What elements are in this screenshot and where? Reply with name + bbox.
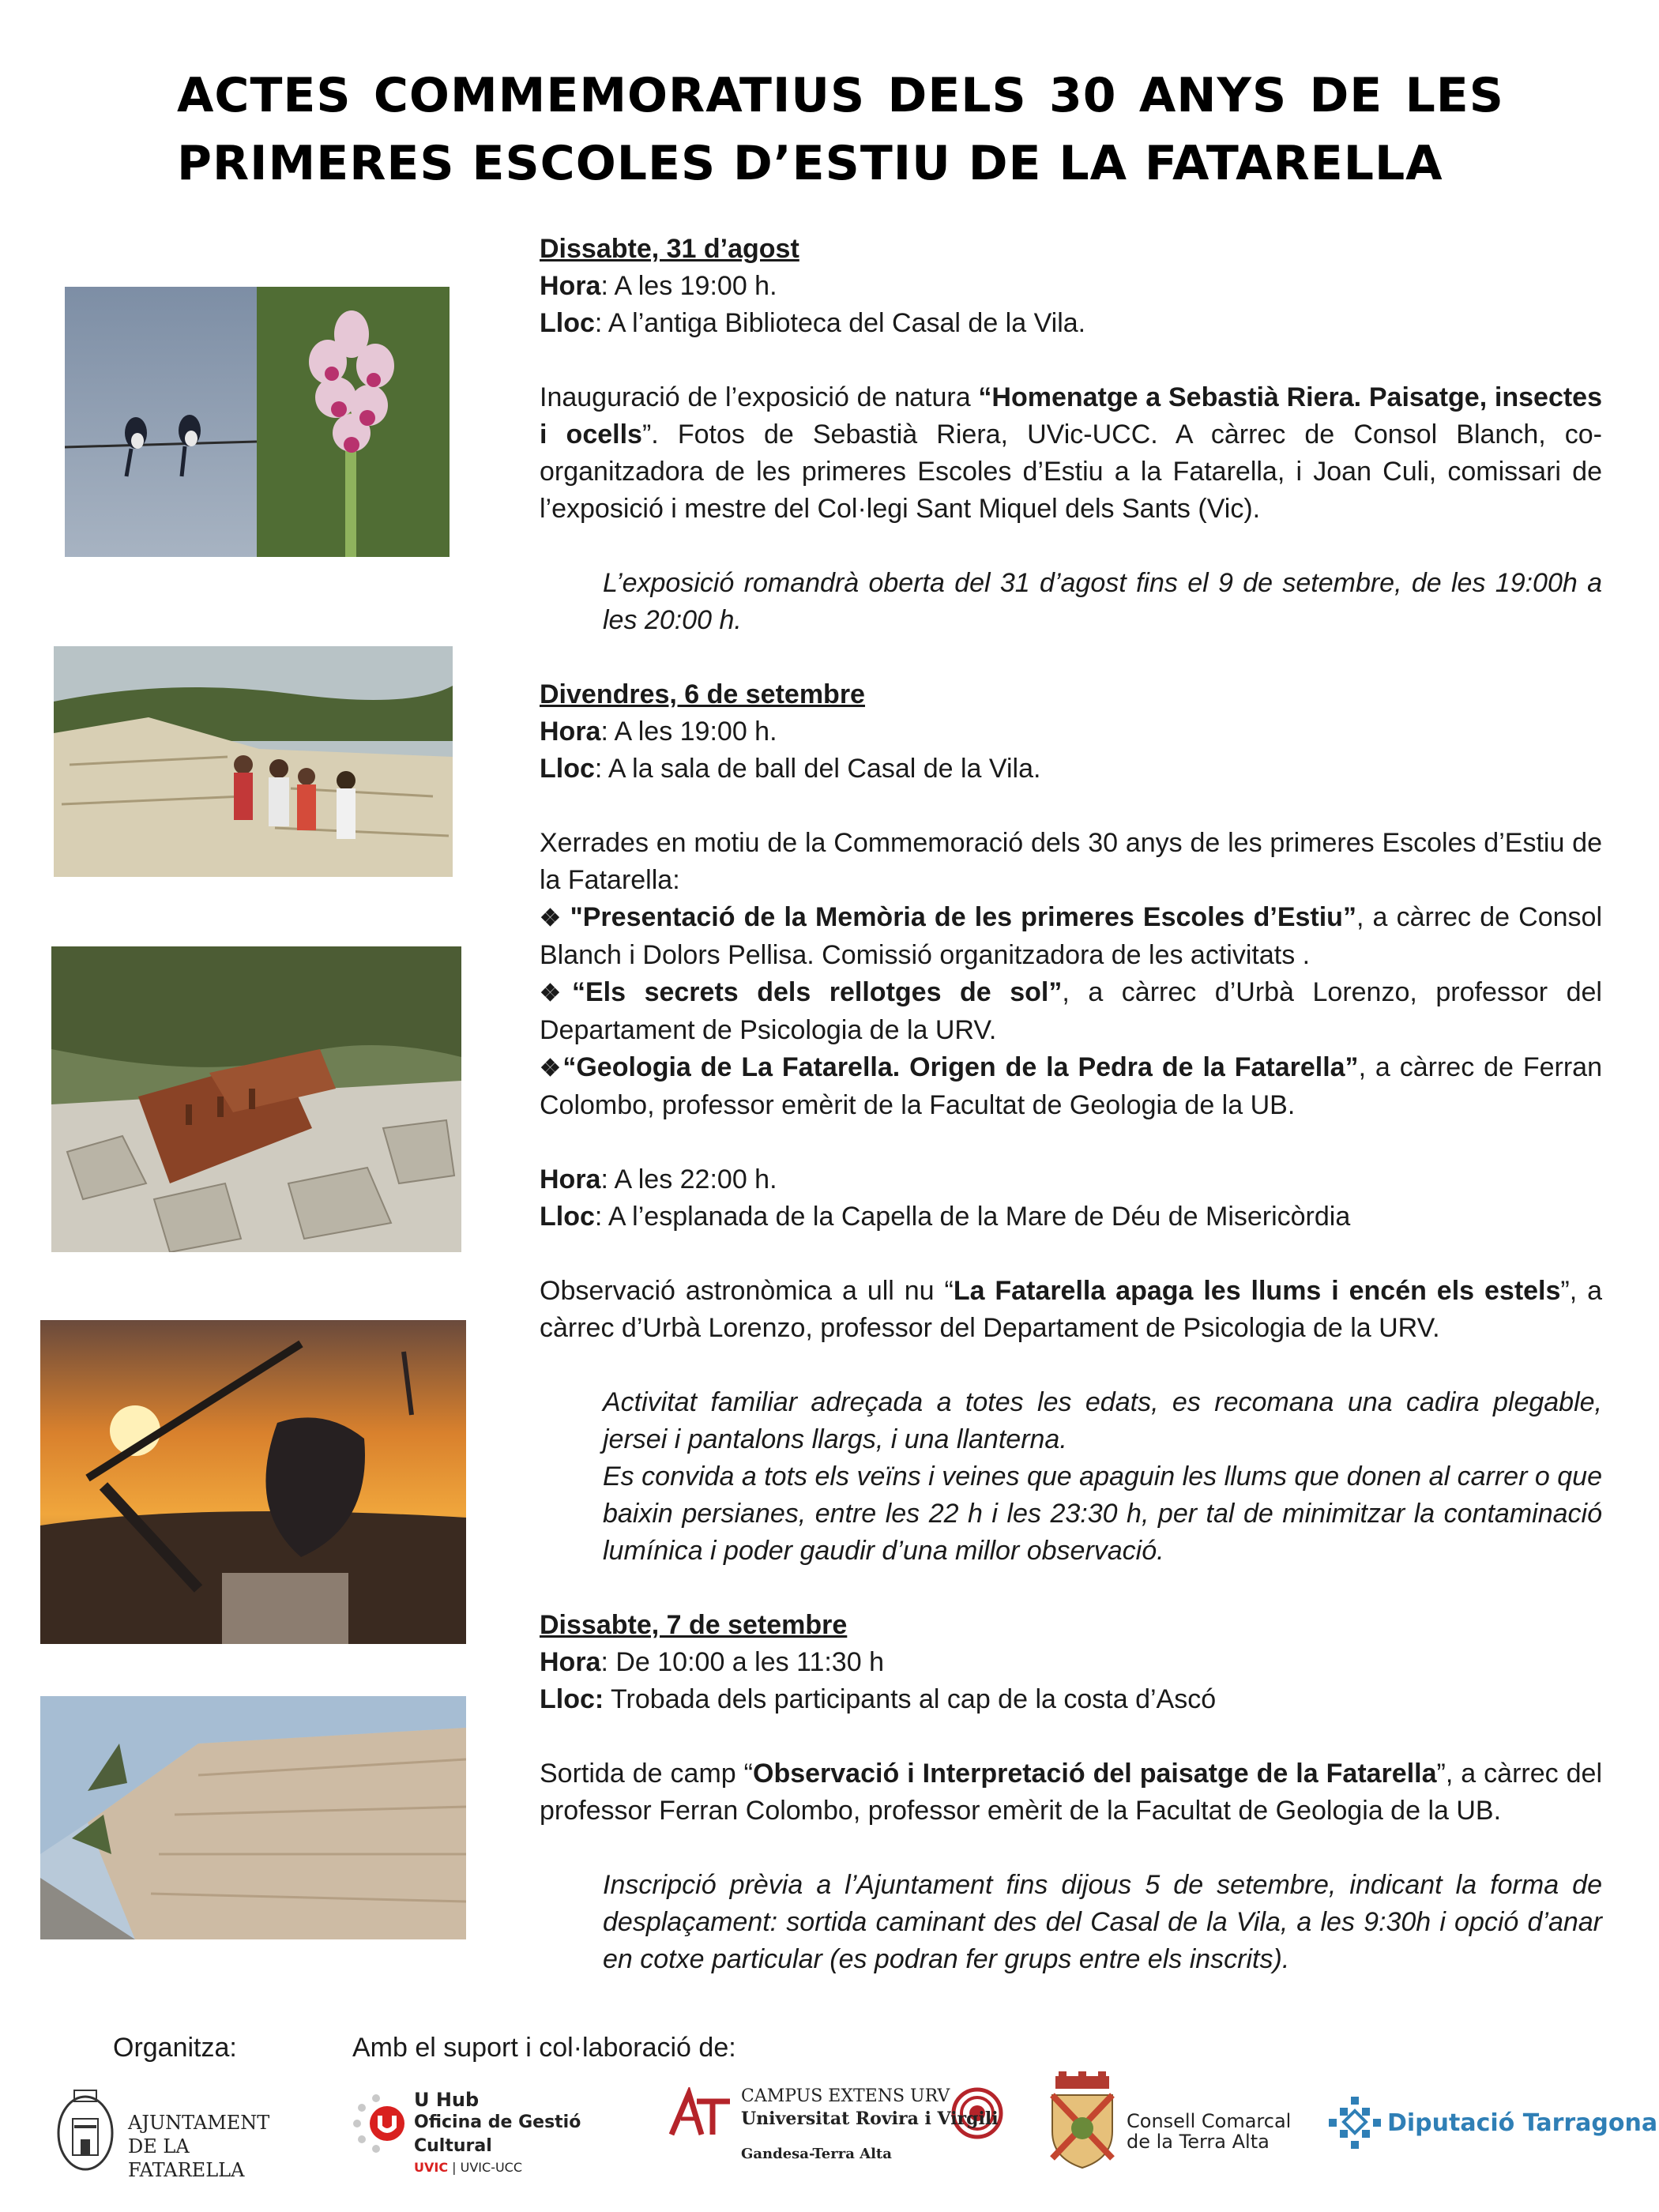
logo-line: Oficina de Gestió Cultural xyxy=(414,2112,581,2156)
ajuntament-logo xyxy=(54,2087,307,2181)
lloc-label: Lloc xyxy=(540,308,595,338)
talk-item: ❖ "Presentació de la Memòria de les primeres Escoles d’Estiu”, a càrrec de Consol Blanch i Dolors Pellisa. Comissió organitzadora de les activitats . xyxy=(540,902,1602,970)
logo-line: Gandesa-Terra Alta xyxy=(741,2146,892,2162)
logo-line: de la Terra Alta xyxy=(1127,2131,1270,2153)
lloc-label: Lloc xyxy=(540,1202,595,1232)
logo-line: CAMPUS EXTENS URV xyxy=(741,2086,950,2106)
logo-line: | UVIC-UCC xyxy=(448,2160,523,2175)
uhub-icon xyxy=(349,2092,412,2155)
talk-item: ❖“Els secrets dels rellotges de sol”, a càrrec d’Urbà Lorenzo, professor del Departament de Psicologia de la URV. xyxy=(540,977,1602,1045)
ajuntament-seal-icon xyxy=(54,2087,117,2174)
uvic-mark: UVIC xyxy=(414,2160,449,2175)
hora-label: Hora xyxy=(540,1647,601,1677)
hora-label: Hora xyxy=(540,271,601,301)
consell-shield-icon xyxy=(1048,2071,1117,2169)
urv-emblem-icon xyxy=(665,2087,736,2142)
hora-label: Hora xyxy=(540,1164,601,1194)
children-rocks-photo xyxy=(54,646,453,877)
event-time: : A les 19:00 h. xyxy=(600,717,777,747)
logo-line: Diputació Tarragona xyxy=(1387,2109,1658,2137)
organitza-label: Organitza: xyxy=(113,2033,237,2063)
swallows-photo xyxy=(65,287,257,557)
event-description: Sortida de camp “Observació i Interpretació del paisatge de la Fatarella”, a càrrec del professor Ferran Colombo, professor emèrit de la Facultat de Geologia de la UB. xyxy=(540,1759,1602,1826)
talk-item: ❖“Geologia de La Fatarella. Origen de la Pedra de la Fatarella”, a càrrec de Ferran Colombo, professor emèrit de la Facultat de Geologia de la UB. xyxy=(540,1052,1602,1120)
event-place: : A l’antiga Biblioteca del Casal de la Vila. xyxy=(594,308,1086,338)
logo-line: Universitat Rovira i Virgili xyxy=(741,2109,999,2129)
sunset-sundial-photo xyxy=(40,1320,466,1644)
logo-line: Consell Comarcal xyxy=(1127,2110,1292,2132)
event-note: L’exposició romandrà oberta del 31 d’agost fins el 9 de setembre, de les 19:00h a les 20:00 h. xyxy=(603,568,1602,635)
hora-label: Hora xyxy=(540,717,601,747)
event-description: Inauguració de l’exposició de natura “Homenatge a Sebastià Riera. Paisatge, insectes i ocells”. Fotos de Sebastià Riera, UVic-UCC. A càrrec de Consol Blanch, co-organitzadora de les primeres Escoles d’Estiu a la Fatarella, i Joan Culi, comissari de l’exposició i mestre del Col·legi Sant Miquel dels Sants (Vic). xyxy=(540,382,1603,524)
event-time: : De 10:00 a les 11:30 h xyxy=(600,1647,884,1677)
orchid-photo xyxy=(257,287,450,557)
lloc-label: Lloc: xyxy=(540,1684,604,1714)
sundial-model-photo xyxy=(51,946,461,1252)
logo-line: DE LA FATARELLA xyxy=(128,2135,245,2181)
logo-line: U Hub xyxy=(414,2089,480,2111)
lloc-label: Lloc xyxy=(540,754,595,784)
event-program xyxy=(540,231,1602,1978)
talks-intro: Xerrades en motiu de la Commemoració dels 30 anys de les primeres Escoles d’Estiu de la Fatarella: xyxy=(540,828,1602,895)
event-note: Es convida a tots els veïns i veines que apaguin les llums que donen al carrer o que baixin persianes, entre les 22 h i les 23:30 h, per tal de minimitzar la contaminació lumínica i poder gaudir d’una millor observació. xyxy=(603,1462,1602,1566)
urv-logo xyxy=(665,2079,1013,2174)
diputacio-diamond-icon xyxy=(1329,2095,1381,2155)
event-date: Dissabte, 31 d’agost xyxy=(540,234,799,264)
suport-label: Amb el suport i col·laboració de: xyxy=(352,2033,736,2063)
event-time: : A les 19:00 h. xyxy=(600,271,777,301)
event-time: : A les 22:00 h. xyxy=(600,1164,777,1194)
logo-line: AJUNTAMENT xyxy=(128,2112,270,2134)
consell-logo xyxy=(1048,2071,1300,2174)
event-place: : A l’esplanada de la Capella de la Mare de Déu de Misericòrdia xyxy=(594,1202,1351,1232)
diputacio-logo xyxy=(1329,2095,1658,2158)
event-date: Divendres, 6 de setembre xyxy=(540,679,865,709)
event-note: Inscripció prèvia a l’Ajuntament fins dijous 5 de setembre, indicant la forma de desplaçament: sortida caminant des del Casal de la Vila, a les 9:30h i opció d’anar en cotxe particular (es podran fer grups entre els inscrits). xyxy=(603,1870,1602,1974)
road-cliff-photo xyxy=(40,1696,466,1939)
event-date: Dissabte, 7 de setembre xyxy=(540,1610,848,1640)
event-place: : A la sala de ball del Casal de la Vila. xyxy=(594,754,1041,784)
event-note: Activitat familiar adreçada a totes les edats, es recomana una cadira plegable, jersei i pantalons llargs, i una llanterna. xyxy=(603,1387,1602,1454)
page-title: ACTES COMMEMORATIUS DELS 30 ANYS DE LES PRIMERES ESCOLES D’ESTIU DE LA FATARELLA xyxy=(177,68,1504,191)
uhub-logo xyxy=(349,2086,649,2175)
event-description: Observació astronòmica a ull nu “La Fatarella apaga les llums i encén els estels”, a càrrec d’Urbà Lorenzo, professor del Departament de Psicologia de la URV. xyxy=(540,1276,1603,1343)
event-place: Trobada dels participants al cap de la costa d’Ascó xyxy=(604,1684,1217,1714)
